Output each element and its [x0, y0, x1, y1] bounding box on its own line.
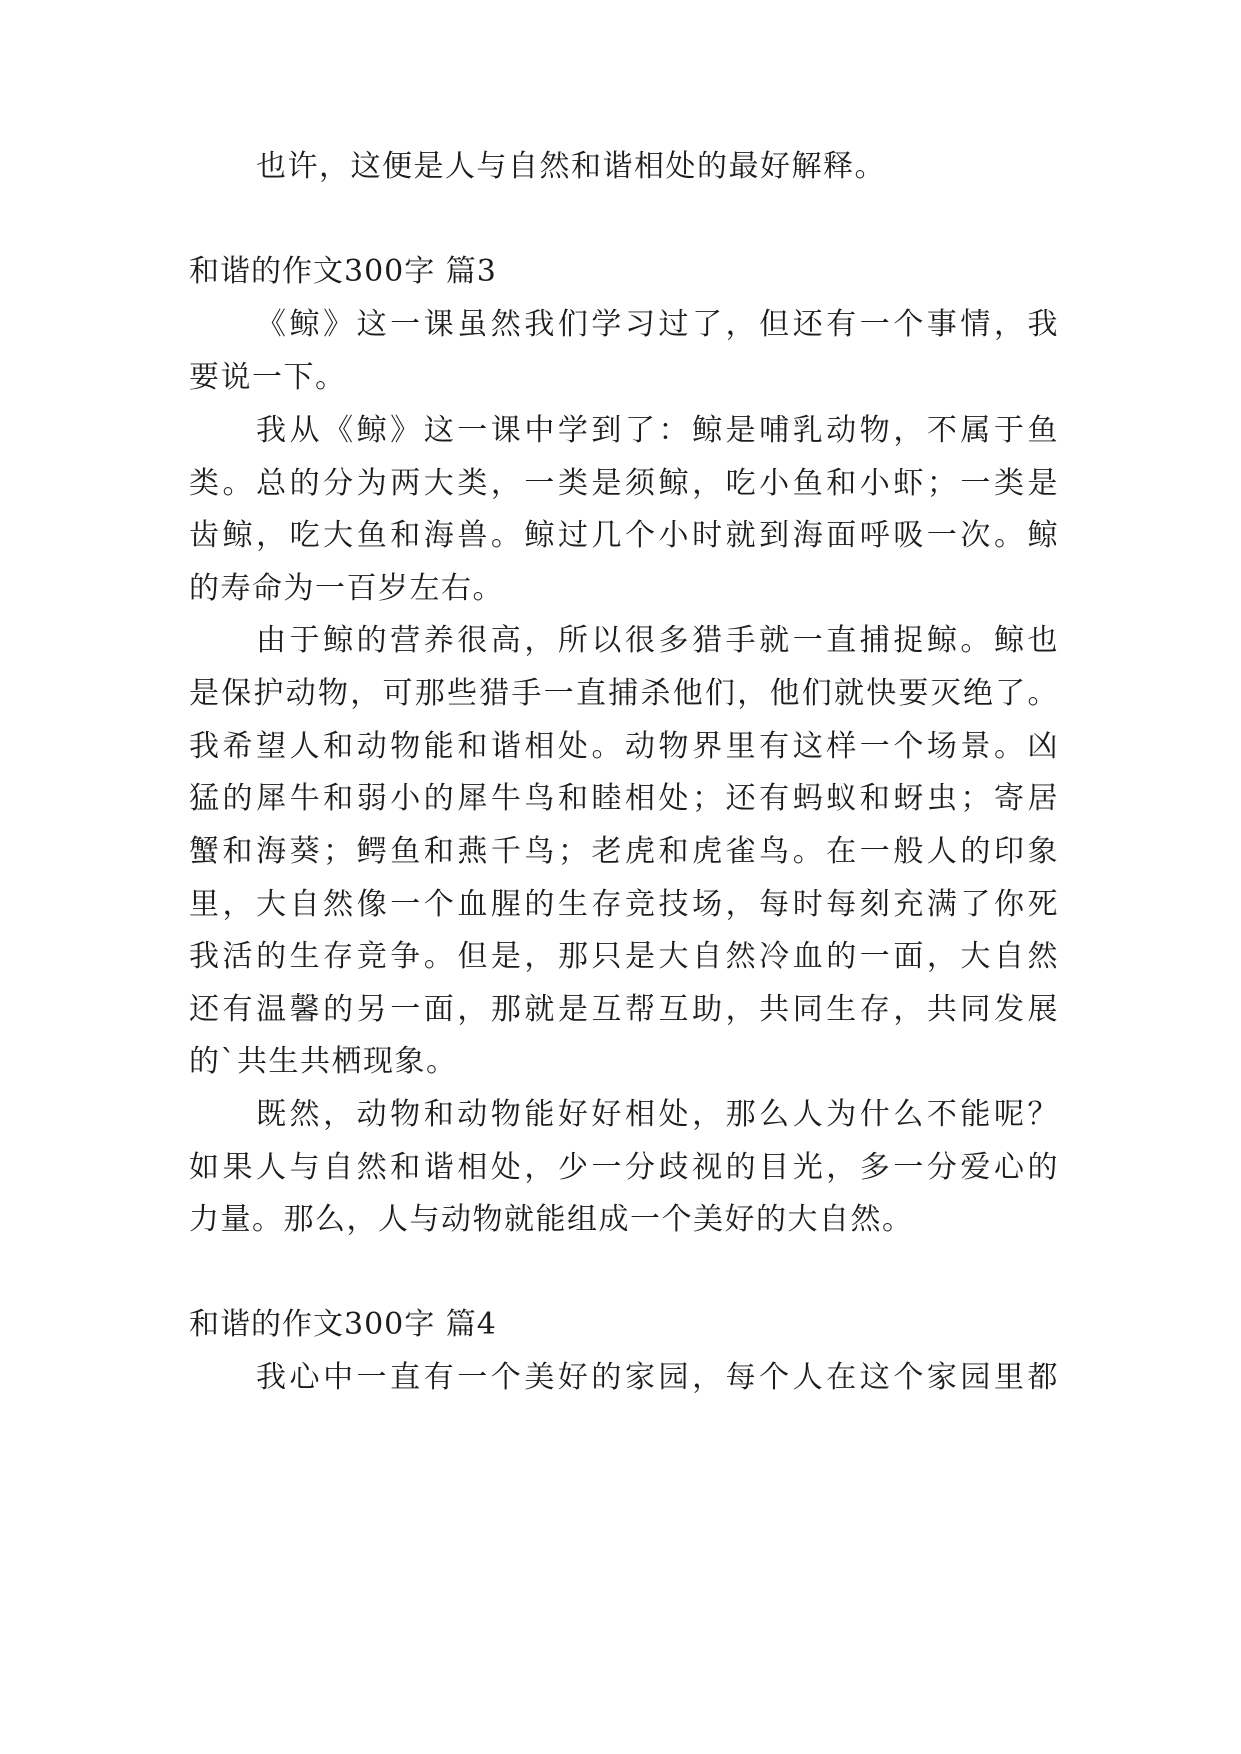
paragraph-line: 《鲸》这一课虽然我们学习过了，但还有一个事情，我 [256, 307, 1059, 342]
paragraph-line: 我心中一直有一个美好的家园，每个人在这个家园里都 [256, 1360, 1059, 1395]
paragraph-line: 要说一下。 [189, 360, 347, 395]
paragraph-line: 类。总的分为两大类，一类是须鲸，吃小鱼和小虾；一类是 [189, 466, 1059, 501]
paragraph-line: 还有温馨的另一面，那就是互帮互助，共同生存，共同发展 [189, 992, 1059, 1027]
paragraph-line: 是保护动物，可那些猎手一直捕杀他们，他们就快要灭绝了。 [189, 676, 1059, 711]
paragraph-line: 我活的生存竞争。但是，那只是大自然冷血的一面，大自然 [189, 939, 1059, 974]
paragraph-line: 力量。那么，人与动物就能组成一个美好的大自然。 [189, 1202, 914, 1237]
paragraph-line: 蟹和海葵；鳄鱼和燕千鸟；老虎和虎雀鸟。在一般人的印象 [189, 834, 1059, 869]
paragraph-line: 的`共生共栖现象。 [189, 1044, 458, 1079]
paragraph-line: 也许，这便是人与自然和谐相处的最好解释。 [256, 149, 886, 184]
paragraph-line: 由于鲸的营养很高，所以很多猎手就一直捕捉鲸。鲸也 [256, 623, 1059, 658]
section-heading-4: 和谐的作文300字 篇4 [189, 1307, 497, 1342]
paragraph-line: 我从《鲸》这一课中学到了：鲸是哺乳动物，不属于鱼 [256, 413, 1059, 448]
paragraph-line: 我希望人和动物能和谐相处。动物界里有这样一个场景。凶 [189, 729, 1059, 764]
paragraph-line: 如果人与自然和谐相处，少一分歧视的目光，多一分爱心的 [189, 1150, 1059, 1185]
paragraph-line: 既然，动物和动物能好好相处，那么人为什么不能呢？ [256, 1097, 1059, 1132]
paragraph-line: 里，大自然像一个血腥的生存竞技场，每时每刻充满了你死 [189, 887, 1059, 922]
paragraph-line: 猛的犀牛和弱小的犀牛鸟和睦相处；还有蚂蚁和蚜虫；寄居 [189, 781, 1059, 816]
paragraph-line: 齿鲸，吃大鱼和海兽。鲸过几个小时就到海面呼吸一次。鲸 [189, 518, 1059, 553]
paragraph-line: 的寿命为一百岁左右。 [189, 571, 504, 606]
section-heading-3: 和谐的作文300字 篇3 [189, 254, 497, 289]
